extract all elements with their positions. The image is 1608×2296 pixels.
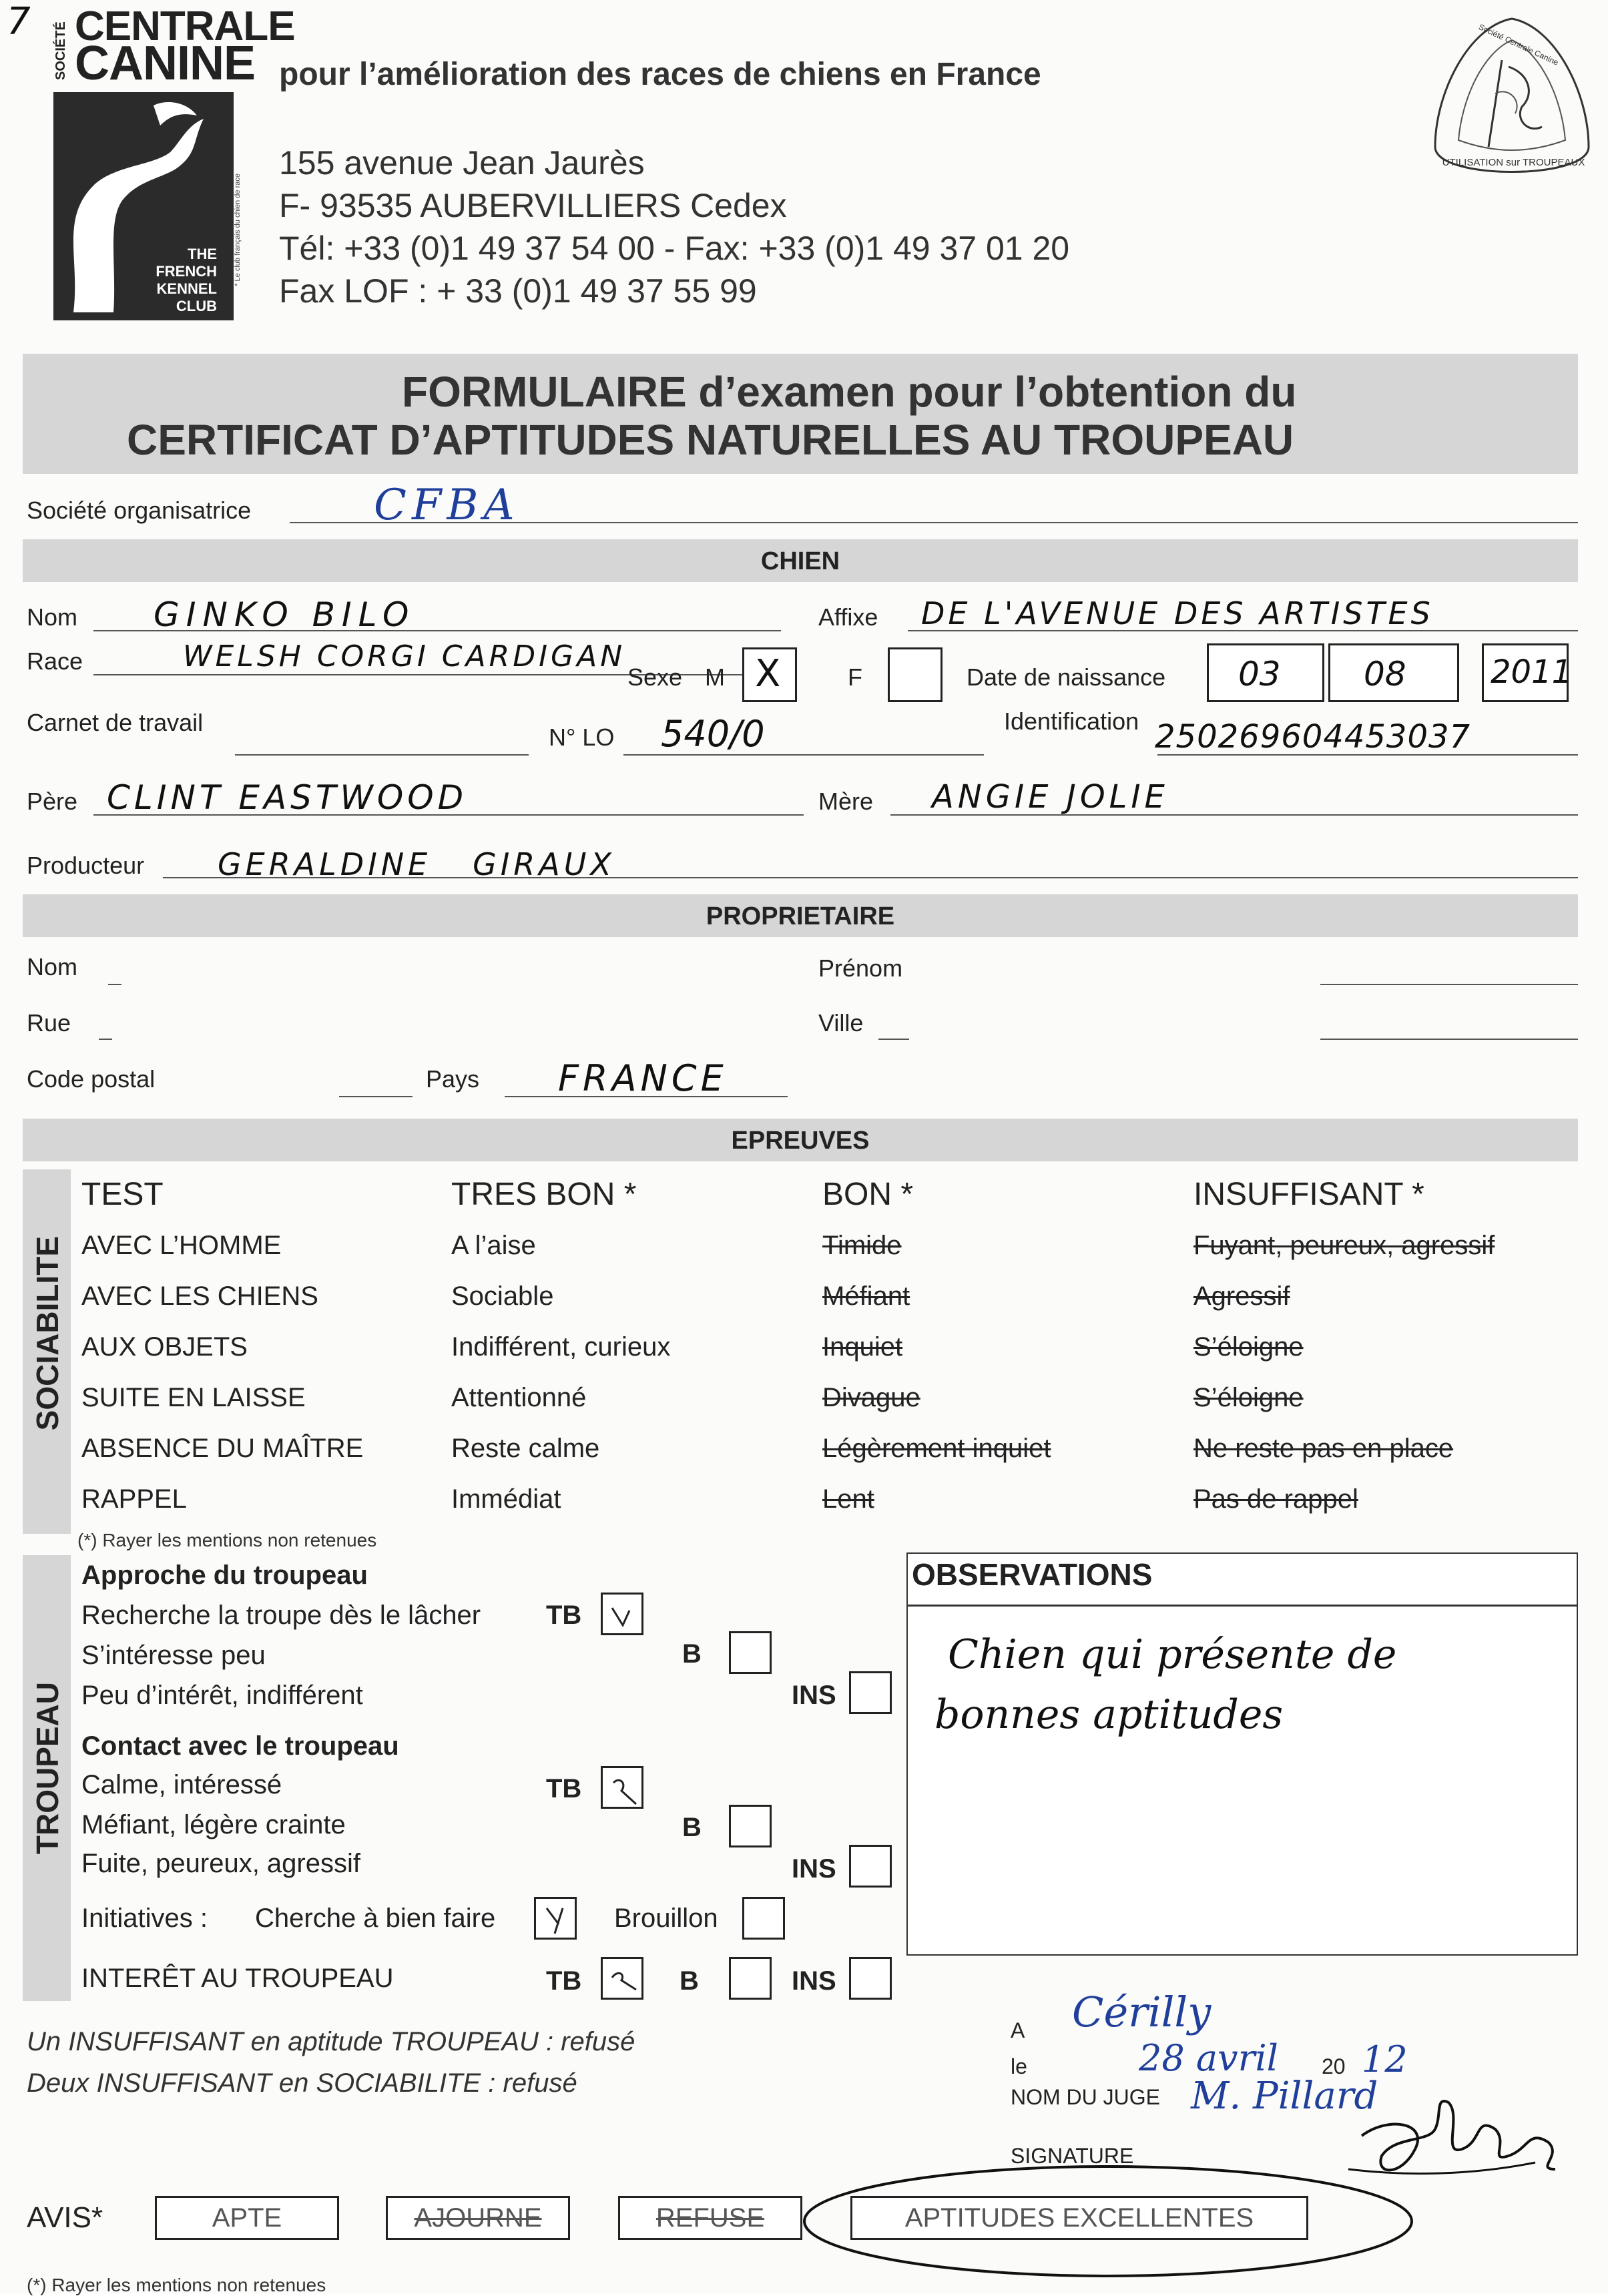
tb-option[interactable]: Reste calme xyxy=(451,1434,600,1463)
form-title-line1: FORMULAIRE d’examen pour l’obtention du xyxy=(402,368,1297,416)
birth-year-box[interactable] xyxy=(1482,643,1573,702)
sexe-label: Sexe xyxy=(627,663,683,691)
proprio-rue-label: Rue xyxy=(27,1009,71,1037)
mere-value[interactable]: ANGIE JOLIE xyxy=(932,778,1169,816)
logo-dog-block xyxy=(53,92,234,320)
interet-label: INTERÊT AU TROUPEAU xyxy=(81,1964,394,1993)
section-chien: CHIEN xyxy=(23,539,1578,582)
bon-option[interactable]: Légèrement inquiet xyxy=(822,1434,1051,1463)
avis-ajourne[interactable]: AJOURNE xyxy=(386,2196,570,2240)
approche-ins-text: Peu d’intérêt, indifférent xyxy=(81,1681,363,1710)
ins-option[interactable]: Pas de rappel xyxy=(1193,1484,1358,1514)
nom-value[interactable]: GINKO BILO xyxy=(154,595,416,634)
date-label: le xyxy=(1011,2054,1027,2078)
interet-b-label: B xyxy=(680,1966,699,1996)
observations-box[interactable] xyxy=(906,1552,1578,1956)
approche-b-checkbox[interactable] xyxy=(729,1631,772,1674)
affixe-label: Affixe xyxy=(818,603,878,631)
approche-ins-label: INS xyxy=(792,1681,836,1710)
proprio-ville-label: Ville xyxy=(818,1009,864,1037)
bon-option[interactable]: Lent xyxy=(822,1484,874,1514)
contact-ins-label: INS xyxy=(792,1854,836,1884)
contact-b-checkbox[interactable] xyxy=(729,1805,772,1847)
birth-month: 08 xyxy=(1364,655,1406,693)
troupeau-seal xyxy=(1428,13,1595,187)
logo-centrale: CENTRALE xyxy=(75,3,295,49)
carnet-label: Carnet de travail xyxy=(27,709,204,736)
avis-apte[interactable]: APTE xyxy=(155,2196,339,2240)
proprio-ville-line-b xyxy=(1320,1039,1578,1040)
sexe-m-mark: X xyxy=(755,652,781,695)
naissance-label: Date de naissance xyxy=(967,663,1166,691)
mere-label: Mère xyxy=(818,788,874,815)
bon-option[interactable]: Timide xyxy=(822,1231,902,1260)
approche-ins-checkbox[interactable] xyxy=(849,1671,892,1714)
lieu-label: A xyxy=(1011,2018,1025,2042)
rule-sociabilite: Deux INSUFFISANT en SOCIABILITE : refusé xyxy=(27,2068,577,2098)
pere-label: Père xyxy=(27,788,78,815)
test-name: AVEC L’HOMME xyxy=(81,1231,282,1260)
observations-line1: Chien qui présente de xyxy=(948,1631,1397,1678)
contact-tb-checkbox[interactable] xyxy=(601,1766,643,1809)
sexe-m-checkbox[interactable] xyxy=(742,647,797,702)
proprio-cp-label: Code postal xyxy=(27,1065,156,1093)
tb-option[interactable]: A l’aise xyxy=(451,1231,536,1260)
ins-option[interactable]: Ne reste pas en place xyxy=(1193,1434,1454,1463)
interet-ins-checkbox[interactable] xyxy=(849,1957,892,2000)
bon-option[interactable]: Inquiet xyxy=(822,1332,903,1362)
rule-troupeau: Un INSUFFISANT en aptitude TROUPEAU : refusé xyxy=(27,2027,635,2056)
contact-tb-text: Calme, intéressé xyxy=(81,1770,282,1799)
header-bon: BON * xyxy=(822,1177,914,1212)
juge-label: NOM DU JUGE xyxy=(1011,2085,1160,2109)
lo-label: N° LO xyxy=(549,724,615,751)
race-label: Race xyxy=(27,647,83,675)
selection-circle-icon xyxy=(794,2159,1422,2285)
birth-day-box[interactable] xyxy=(1207,643,1324,702)
interet-ins-label: INS xyxy=(792,1966,836,1996)
avis-refuse[interactable]: REFUSE xyxy=(618,2196,802,2240)
test-name: SUITE EN LAISSE xyxy=(81,1383,306,1412)
year-prefix: 20 xyxy=(1322,2054,1346,2078)
logo-tagline: * Le club français du chien de race xyxy=(234,174,242,286)
contact-ins-text: Fuite, peureux, agressif xyxy=(81,1849,360,1878)
contact-tb-label: TB xyxy=(546,1774,582,1803)
proprio-cp-line xyxy=(339,1096,413,1097)
interet-tb-label: TB xyxy=(546,1966,582,1996)
producteur-label: Producteur xyxy=(27,852,145,879)
birth-month-box[interactable] xyxy=(1328,643,1459,702)
societe-label: Société organisatrice xyxy=(27,497,252,524)
test-name: AUX OBJETS xyxy=(81,1332,248,1362)
rules xyxy=(27,2021,635,2104)
signature-label: SIGNATURE xyxy=(1011,2144,1134,2168)
tb-option[interactable]: Attentionné xyxy=(451,1383,587,1412)
contact-b-label: B xyxy=(682,1813,702,1842)
m-label: M xyxy=(705,663,725,691)
approche-tb-label: TB xyxy=(546,1601,582,1630)
bon-option[interactable]: Méfiant xyxy=(822,1281,910,1311)
lieu-value[interactable]: Cérilly xyxy=(1072,1988,1212,2036)
approche-tb-text: Recherche la troupe dès le lâcher xyxy=(81,1601,481,1630)
proprio-pays-label: Pays xyxy=(426,1065,480,1093)
sociabilite-label: SOCIABILITE xyxy=(30,1236,65,1431)
lo-value[interactable]: 540/0 xyxy=(661,713,765,755)
bon-option[interactable]: Divague xyxy=(822,1383,920,1412)
troupeau-sidebar xyxy=(23,1555,71,2001)
check-mark-icon xyxy=(603,1595,641,1633)
year-suffix[interactable]: 12 xyxy=(1362,2038,1408,2080)
date-value[interactable]: 28 avril xyxy=(1139,2037,1278,2079)
logo-canine: CANINE xyxy=(75,37,256,90)
header-tres-bon: TRES BON * xyxy=(451,1177,637,1212)
test-name: RAPPEL xyxy=(81,1484,187,1514)
approche-title: Approche du troupeau xyxy=(81,1560,368,1590)
proprio-rue-line xyxy=(99,1039,112,1040)
footnote: (*) Rayer les mentions non retenues xyxy=(27,2275,326,2295)
proprio-ville-line-a xyxy=(878,1039,909,1040)
form-title-line2: CERTIFICAT D’APTITUDES NATURELLES AU TROUPEAU xyxy=(127,416,1294,464)
juge-value[interactable]: M. Pillard xyxy=(1191,2074,1378,2118)
check-mark-icon xyxy=(603,1959,641,1998)
contact-b-text: Méfiant, légère crainte xyxy=(81,1810,346,1839)
sexe-f-checkbox[interactable] xyxy=(888,647,943,702)
troupeau-label: TROUPEAU xyxy=(30,1682,65,1855)
logo-societe: SOCIÉTÉ xyxy=(53,21,68,80)
cherche-checkbox[interactable] xyxy=(534,1897,577,1940)
pere-value[interactable]: CLINT EASTWOOD xyxy=(107,778,468,817)
title-band xyxy=(23,354,1578,474)
observations-line2: bonnes aptitudes xyxy=(934,1691,1284,1738)
header-mission: pour l’amélioration des races de chiens en France xyxy=(279,57,1041,92)
ident-value[interactable]: 250269604453037 xyxy=(1155,718,1471,756)
header-address: 155 avenue Jean Jaurès F- 93535 AUBERVILLIERS Cedex Tél: +33 (0)1 49 37 54 00 - Fax: +33 (0)1 49 37 01 20 Fax LOF : + 33 (0)1 49 37 55 99 xyxy=(279,144,1070,310)
proprio-pays-value[interactable]: FRANCE xyxy=(558,1057,728,1099)
tb-option[interactable]: Sociable xyxy=(451,1281,554,1311)
proprio-prenom-label: Prénom xyxy=(818,954,903,982)
header-test: TEST xyxy=(81,1177,164,1212)
ins-option[interactable]: S’éloigne xyxy=(1193,1332,1304,1362)
carnet-line xyxy=(235,754,529,756)
proprio-nom-line xyxy=(108,984,121,985)
observations-title: OBSERVATIONS xyxy=(912,1557,1153,1592)
contact-title: Contact avec le troupeau xyxy=(81,1731,399,1761)
tb-option[interactable]: Immédiat xyxy=(451,1484,561,1514)
logo-kennel-club: THE FRENCH KENNEL CLUB xyxy=(156,246,217,314)
test-name: AVEC LES CHIENS xyxy=(81,1281,318,1311)
section-proprietaire: PROPRIETAIRE xyxy=(23,894,1578,937)
cherche-label: Cherche à bien faire xyxy=(255,1904,496,1933)
race-value[interactable]: WELSH CORGI CARDIGAN xyxy=(183,639,626,673)
interet-tb-checkbox[interactable] xyxy=(601,1957,643,2000)
approche-b-text: S’intéresse peu xyxy=(81,1641,266,1670)
producteur-value[interactable]: GERALDINE GIRAUX xyxy=(218,846,615,882)
seal-top-text: Société Centrale Canine xyxy=(1477,22,1560,67)
birth-year: 2011 xyxy=(1491,653,1573,691)
contact-ins-checkbox[interactable] xyxy=(849,1845,892,1888)
approche-tb-checkbox[interactable] xyxy=(601,1593,643,1635)
nom-label: Nom xyxy=(27,603,78,631)
ins-option[interactable]: S’éloigne xyxy=(1193,1383,1304,1412)
header-insuffisant: INSUFFISANT * xyxy=(1193,1177,1424,1212)
proprio-nom-label: Nom xyxy=(27,953,78,980)
birth-day: 03 xyxy=(1238,655,1281,693)
observations-divider xyxy=(908,1605,1577,1607)
tb-option[interactable]: Indifférent, curieux xyxy=(451,1332,671,1362)
check-mark-icon xyxy=(603,1768,641,1807)
interet-b-checkbox[interactable] xyxy=(729,1957,772,2000)
proprio-prenom-line xyxy=(1320,984,1578,985)
initiatives-label: Initiatives : xyxy=(81,1904,208,1933)
affixe-value[interactable]: DE L'AVENUE DES ARTISTES xyxy=(921,595,1434,631)
ins-option[interactable]: Agressif xyxy=(1193,1281,1290,1311)
ident-label: Identification xyxy=(1004,707,1139,735)
avis-aptitudes-excellentes[interactable]: APTITUDES EXCELLENTES xyxy=(850,2196,1308,2240)
scc-logo xyxy=(53,3,295,314)
sociabilite-sidebar xyxy=(23,1169,71,1534)
check-mark-icon xyxy=(536,1899,575,1938)
brouillon-label: Brouillon xyxy=(614,1904,718,1933)
avis-label: AVIS* xyxy=(27,2201,103,2234)
seal-bottom-text: UTILISATION sur TROUPEAUX xyxy=(1442,157,1585,168)
test-name: ABSENCE DU MAÎTRE xyxy=(81,1434,364,1463)
page-number: 7 xyxy=(7,0,31,43)
societe-value[interactable]: CFBA xyxy=(374,481,520,530)
section-epreuves: EPREUVES xyxy=(23,1119,1578,1161)
epreuves-note: (*) Rayer les mentions non retenues xyxy=(77,1530,377,1550)
approche-b-label: B xyxy=(682,1639,702,1669)
brouillon-checkbox[interactable] xyxy=(742,1897,785,1940)
ins-option[interactable]: Fuyant, peureux, agressif xyxy=(1193,1231,1495,1260)
f-label: F xyxy=(848,663,862,691)
